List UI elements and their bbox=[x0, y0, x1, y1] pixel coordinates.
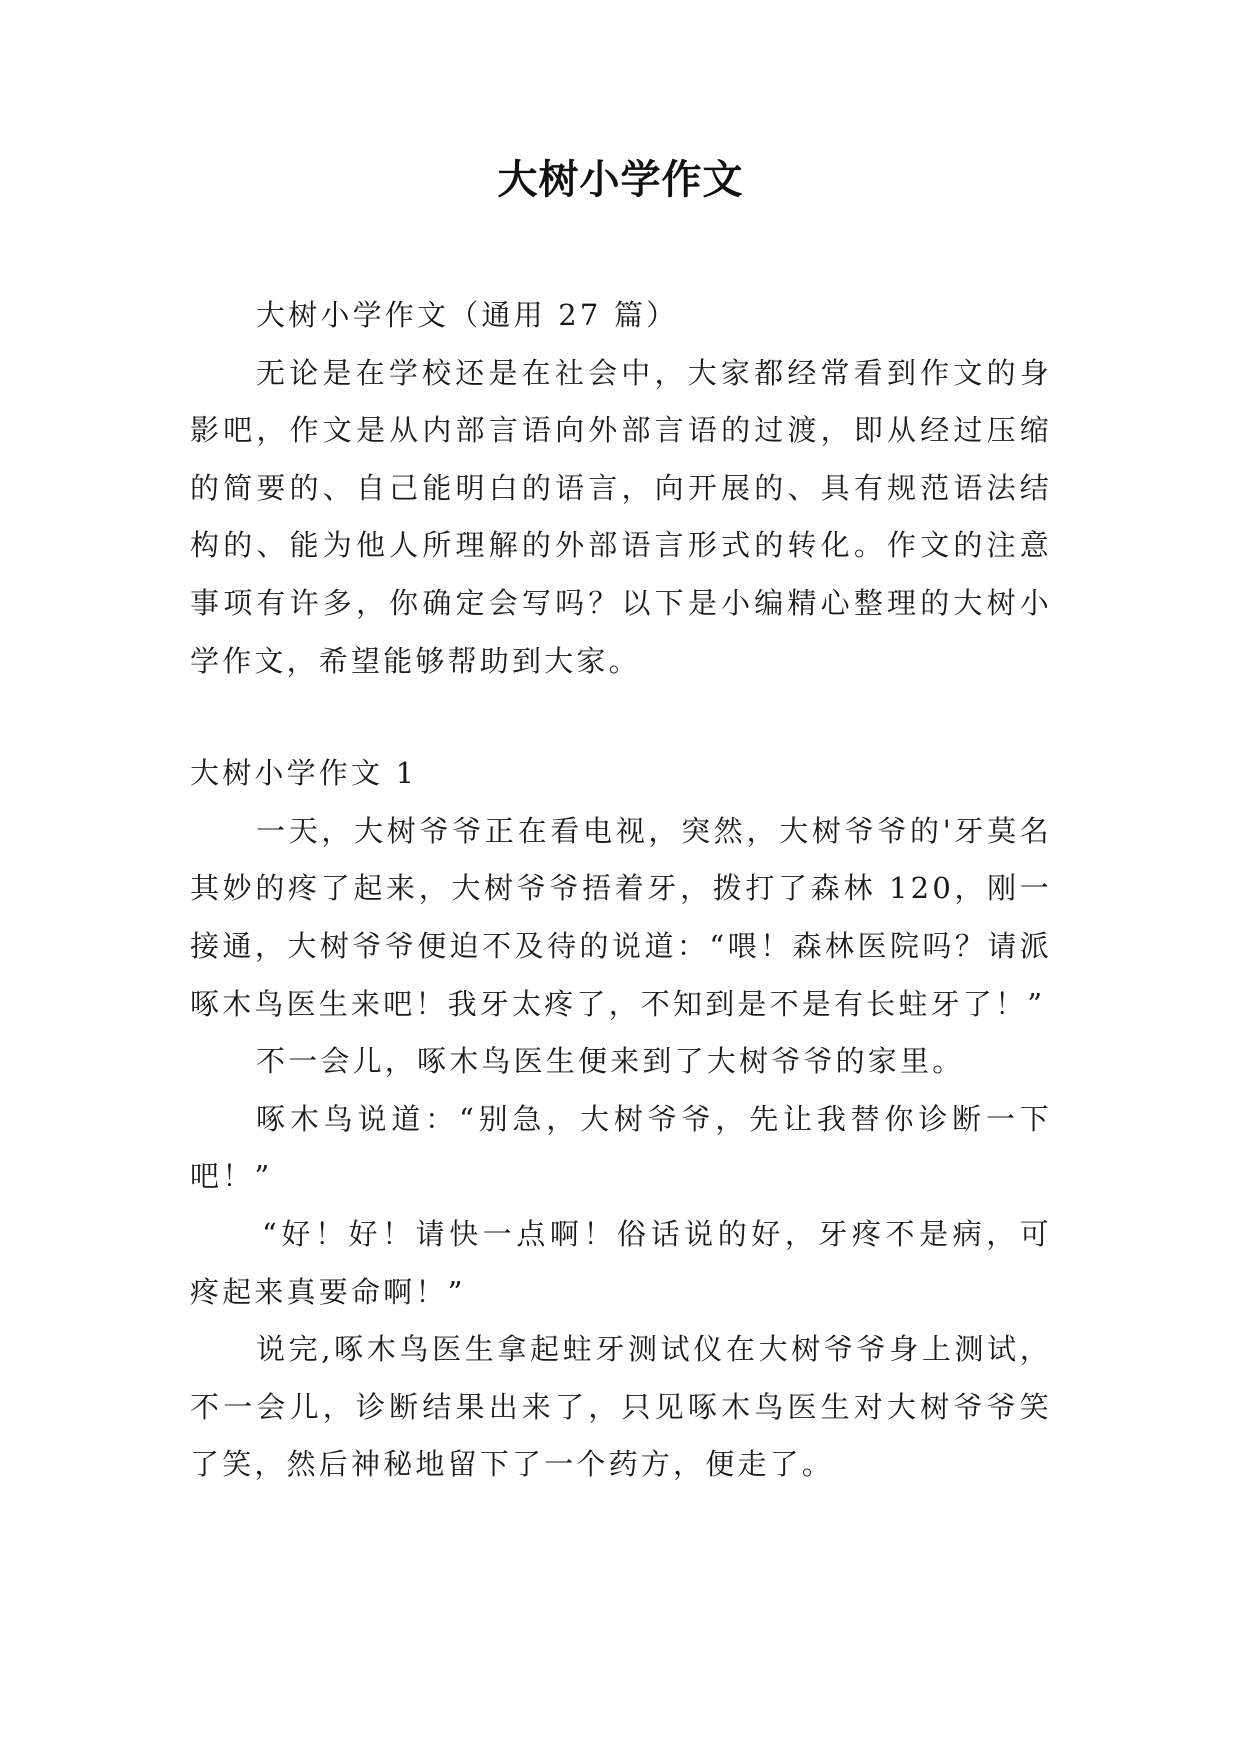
intro-paragraph: 无论是在学校还是在社会中，大家都经常看到作文的身影吧，作文是从内部言语向外部言语的过渡，即从经过压缩的简要的、自己能明白的语言，向开展的、具有规范语法结构的、能为他人所理解的外部语言形式的转化。作文的注意事项有许多，你确定会写吗？以下是小编精心整理的大树小学作文，希望能够帮助到大家。 bbox=[190, 355, 1052, 678]
section-heading: 大树小学作文 1 bbox=[190, 756, 418, 791]
document-title: 大树小学作文 bbox=[497, 157, 744, 203]
story-paragraph: 啄木鸟说道：“别急，大树爷爷，先让我替你诊断一下吧！” bbox=[190, 1101, 1052, 1194]
story-paragraph: 一天，大树爷爷正在看电视，突然，大树爷爷的'牙莫名其妙的疼了起来，大树爷爷捂着牙，拨打了森林 120，刚一接通，大树爷爷便迫不及待的说道：“喂！森林医院吗？请派啄木鸟医生来吧！我牙太疼了，不知到是不是有长蛀牙了！” bbox=[190, 813, 1052, 1021]
document-subtitle: 大树小学作文（通用 27 篇） bbox=[256, 298, 679, 332]
story-paragraph: 说完,啄木鸟医生拿起蛀牙测试仪在大树爷爷身上测试，不一会儿，诊断结果出来了，只见啄木鸟医生对大树爷爷笑了笑，然后神秘地留下了一个药方，便走了。 bbox=[190, 1332, 1052, 1482]
document-body bbox=[190, 287, 1052, 1494]
story-paragraph: 不一会儿，啄木鸟医生便来到了大树爷爷的家里。 bbox=[256, 1044, 965, 1079]
section-gap bbox=[190, 690, 1052, 745]
story-paragraph: “好！好！请快一点啊！俗话说的好，牙疼不是病，可疼起来真要命啊！” bbox=[190, 1216, 1052, 1309]
